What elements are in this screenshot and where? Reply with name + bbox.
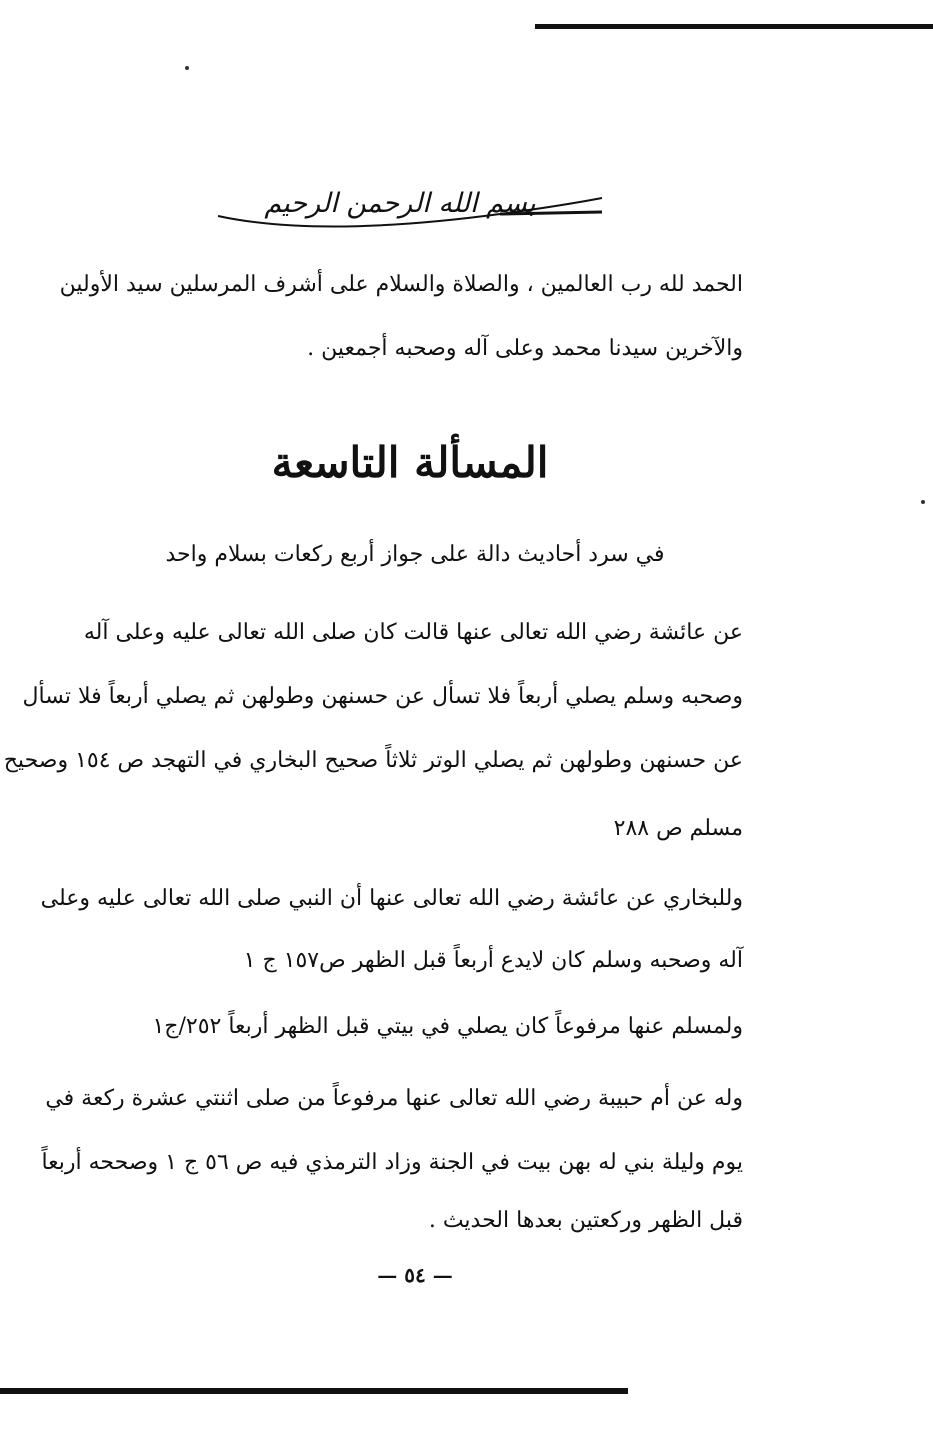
paragraph-4-line-2: يوم وليلة بني له بهن بيت في الجنة وزاد الترمذي فيه ص ٥٦ ج ١ وصححه أربعاً: [41, 1150, 743, 1175]
basmala-calligraphy: [200, 168, 620, 248]
paragraph-1-line-4: مسلم ص ٢٨٨: [613, 816, 743, 841]
paragraph-1-line-3: عن حسنهن وطولهن ثم يصلي الوتر ثلاثاً صحيح البخاري في التهجد ص ١٥٤ وصحيح: [3, 748, 743, 773]
paragraph-4-line-3: قبل الظهر وركعتين بعدها الحديث .: [428, 1208, 743, 1233]
speck: [921, 500, 925, 504]
intro-line-1: الحمد لله رب العالمين ، والصلاة والسلام على أشرف المرسلين سيد الأولين: [59, 272, 743, 297]
intro-line-2: والآخرين سيدنا محمد وعلى آله وصحبه أجمعين .: [307, 336, 743, 361]
paragraph-3-line-1: ولمسلم عنها مرفوعاً كان يصلي في بيتي قبل الظهر أربعاً ٢٥٢/ج١: [152, 1014, 743, 1039]
paragraph-2-line-2: آله وصحبه وسلم كان لايدع أربعاً قبل الظهر ص١٥٧ ج ١: [243, 948, 743, 973]
page-number: — ٥٤ —: [377, 1263, 453, 1287]
basmala-text: بسم الله الرحمن الرحيم: [264, 188, 536, 219]
paragraph-1-line-2: وصحبه وسلم يصلي أربعاً فلا تسأل عن حسنهن وطولهن ثم يصلي أربعاً فلا تسأل: [22, 684, 743, 709]
speck: [185, 66, 189, 70]
section-subtitle: في سرد أحاديث دالة على جواز أربع ركعات بسلام واحد: [165, 542, 665, 567]
paragraph-4-line-1: وله عن أم حبيبة رضي الله تعالى عنها مرفوعاً من صلى اثنتي عشرة ركعة في: [45, 1086, 743, 1111]
top-rule: [535, 24, 933, 29]
paragraph-2-line-1: وللبخاري عن عائشة رضي الله تعالى عنها أن النبي صلى الله تعالى عليه وعلى: [40, 886, 743, 911]
section-title: المسألة التاسعة: [271, 438, 549, 487]
paragraph-1-line-1: عن عائشة رضي الله تعالى عنها قالت كان صلى الله تعالى عليه وعلى آله: [83, 620, 743, 645]
bottom-rule: [0, 1388, 628, 1394]
